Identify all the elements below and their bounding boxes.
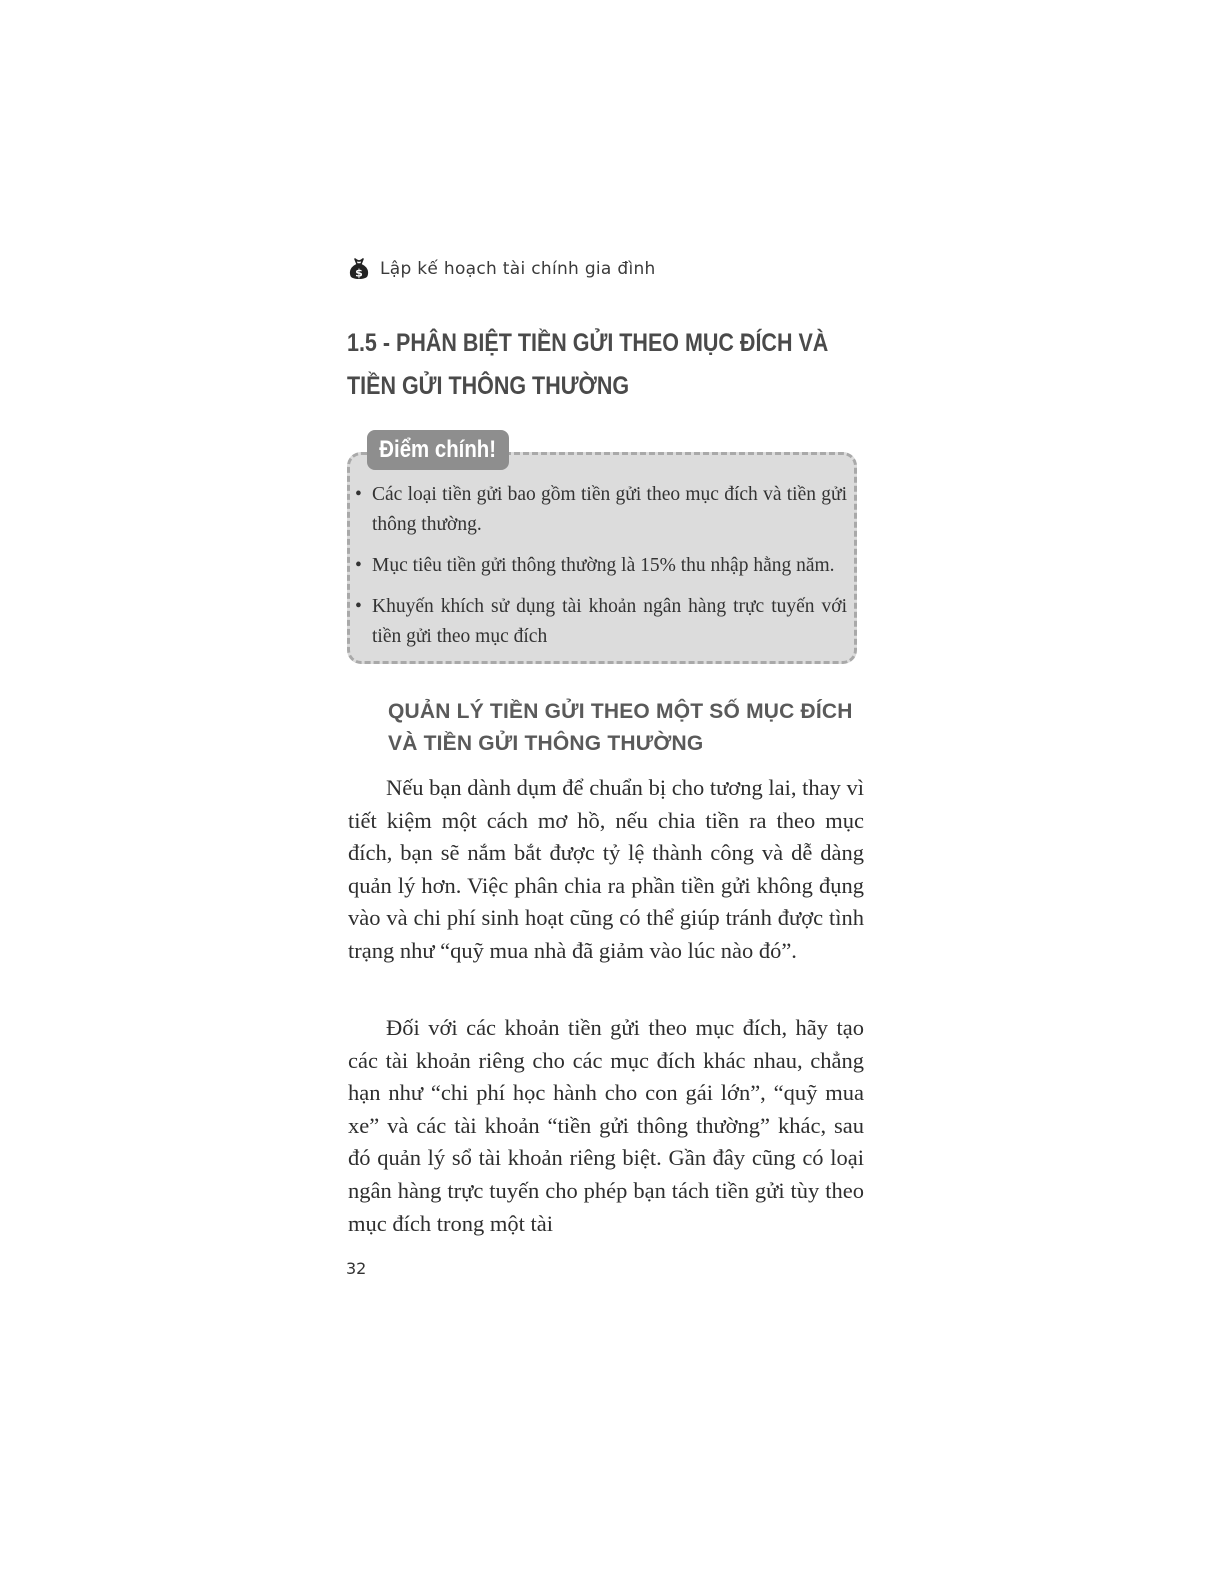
page-number: 32 (346, 1259, 367, 1278)
list-item (355, 551, 847, 581)
key-points-label (367, 430, 509, 470)
running-header (346, 256, 656, 282)
list-item (355, 480, 847, 540)
subheading: QUẢN LÝ TIỀN GỬI THEO MỘT SỐ MỤC ĐÍCH VÀ TIỀN GỬI THÔNG THƯỜNG (388, 700, 853, 755)
bullet-icon: • (355, 555, 362, 576)
body-paragraph: Nếu bạn dành dụm để chuẩn bị cho tương lai, thay vì tiết kiệm một cách mơ hồ, nếu chia tiền ra theo mục đích, bạn sẽ nắm bắt được tỷ lệ thành công và dễ dàng quản lý hơn. Việc phân chia ra phần tiền gửi không đụng vào và chi phí sinh hoạt cũng có thể giúp tránh được tình trạng như “quỹ mua nhà đã giảm vào lúc nào đó”. (348, 775, 864, 963)
body-paragraph: Đối với các khoản tiền gửi theo mục đích, hãy tạo các tài khoản riêng cho các mục đích khác nhau, chẳng hạn như “chi phí học hành cho con gái lớn”, “quỹ mua xe” và các tài khoản “tiền gửi thông thường” khác, sau đó quản lý sổ tài khoản riêng biệt. Gần đây cũng có loại ngân hàng trực tuyến cho phép bạn tách tiền gửi tùy theo mục đích trong một tài (348, 1015, 864, 1236)
bullet-icon: • (355, 596, 362, 617)
key-points-label-text: Điểm chính! (379, 436, 497, 463)
svg-text:$: $ (355, 266, 363, 280)
list-item (355, 592, 847, 652)
money-bag-icon (346, 256, 372, 282)
key-points-list (355, 480, 847, 663)
bullet-icon: • (355, 484, 362, 505)
key-point-text: Mục tiêu tiền gửi thông thường là 15% thu nhập hằng năm. (372, 555, 835, 576)
key-point-text: Khuyến khích sử dụng tài khoản ngân hàng trực tuyến với tiền gửi theo mục đích (372, 596, 847, 647)
section-title: 1.5 - PHÂN BIỆT TIỀN GỬI THEO MỤC ĐÍCH VÀ TIỀN GỬI THÔNG THƯỜNG (347, 329, 829, 400)
key-point-text: Các loại tiền gửi bao gồm tiền gửi theo mục đích và tiền gửi thông thường. (372, 484, 847, 535)
running-header-text: Lập kế hoạch tài chính gia đình (380, 259, 656, 279)
